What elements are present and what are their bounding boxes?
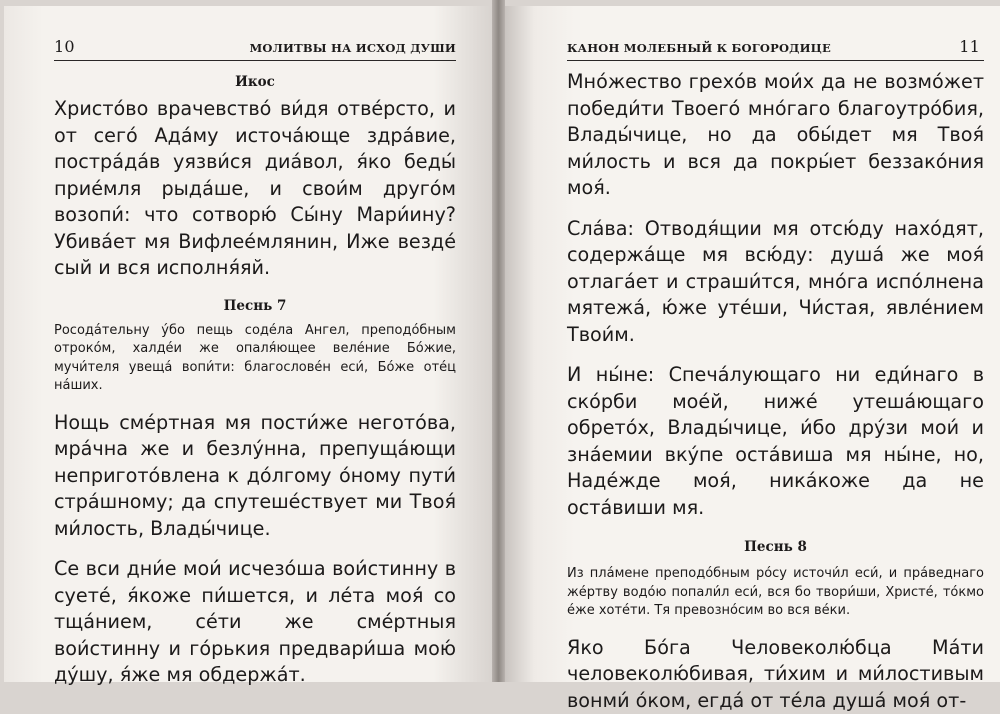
page-number: 10 (54, 37, 75, 56)
section-title-song8: Песнь 8 (744, 539, 807, 555)
song7-irmos: Росода́тельну у́бо пещь соде́ла Ангел, преподо́бным отроко́м, халде́и же опаля́ющее веле́ние Бо́жие, мучи́теля увеща́ вопи́ти: благослове́н еси́, Бо́же оте́ц на́ших. (54, 322, 456, 394)
troparion-4: Яко Бо́га Человеколю́бца Ма́ти человеколю́бивая, ти́хим и ми́лостивым вонми́ о́ком, егда́ от те́ла душа́ моя́ от- (567, 635, 984, 712)
left-page (4, 6, 492, 687)
running-head: КАНОН МОЛЕБНЫЙ К БОГОРОДИЦЕ (567, 41, 831, 55)
troparion-glory: Сла́ва: Отводя́щии мя отсю́ду нахо́дят, содержа́ще мя всю́ду: душа́ же моя́ отлага́ет и страши́тся, мно́га испо́лнена мятежа́, ю́же уте́ши, Чи́стая, явле́нием Твои́м. (567, 216, 984, 346)
left-page-header (54, 32, 456, 61)
troparion-1: Нощь сме́ртная мя пости́же негото́ва, мра́чна же и безлу́нна, препуща́ющи непригото́влена к до́лгому о́ному пути́ стра́шному; да спутеше́ствует ми Твоя́ ми́лость, Влады́чице. (54, 410, 456, 540)
troparion-2: Се вси дни́е мои́ исчезо́ша вои́стинну в суете́, я́коже пи́шется, и ле́та моя́ со тща́нием, се́ти же сме́ртныя вои́стинну и го́рькия предвари́ша мою́ ду́шу, я́же мя обдержа́т. (54, 557, 456, 687)
section-title-ikos: Икос (235, 74, 275, 90)
right-page (505, 6, 1000, 712)
running-head: МОЛИТВЫ НА ИСХОД ДУШИ (249, 41, 456, 55)
right-page-header (567, 32, 984, 61)
page-number: 11 (959, 37, 980, 56)
theotokion-now: И ны́не: Спеча́лующаго ни еди́наго в ско́рби мое́й, ниже́ утеша́ющаго обрето́х, Влады́чице, и́бо дру́зи мои́ и зна́емии вку́пе оста́виша мя ны́не, но, Наде́жде моя́, ника́коже да не оста́виши мя. (567, 363, 984, 519)
troparion-3: Мно́жество грехо́в мои́х да не возмо́жет победи́ти Твоего́ мно́гаго благоутро́бия, Влады́чице, но да обы́дет мя Твоя́ ми́лость и вся да покры́ет беззако́ния моя́. (567, 70, 984, 199)
section-title-song7: Песнь 7 (223, 297, 287, 314)
book-gutter (492, 0, 505, 682)
song8-irmos: Из пла́мене преподо́бным ро́су источи́л еси́, и пра́веднаго же́ртву водо́ю попали́л еси́, вся бо твори́ши, Христе́, то́кмо е́же хоте́ти. Тя превозно́сим во вся ве́ки. (567, 566, 984, 619)
ikos-text: Христо́во врачевство́ ви́дя отве́рсто, и от сего́ Ада́му источа́юще здра́вие, постра́да́в уязви́ся диа́вол, я́ко беды́ прие́мля рыда́ше, и свои́м друго́м возопи́: что сотворю́ Сы́ну Мари́ину? Убива́ет мя Вифлее́млянин, Иже везде́ сый и вся исполня́яй. (54, 97, 456, 279)
